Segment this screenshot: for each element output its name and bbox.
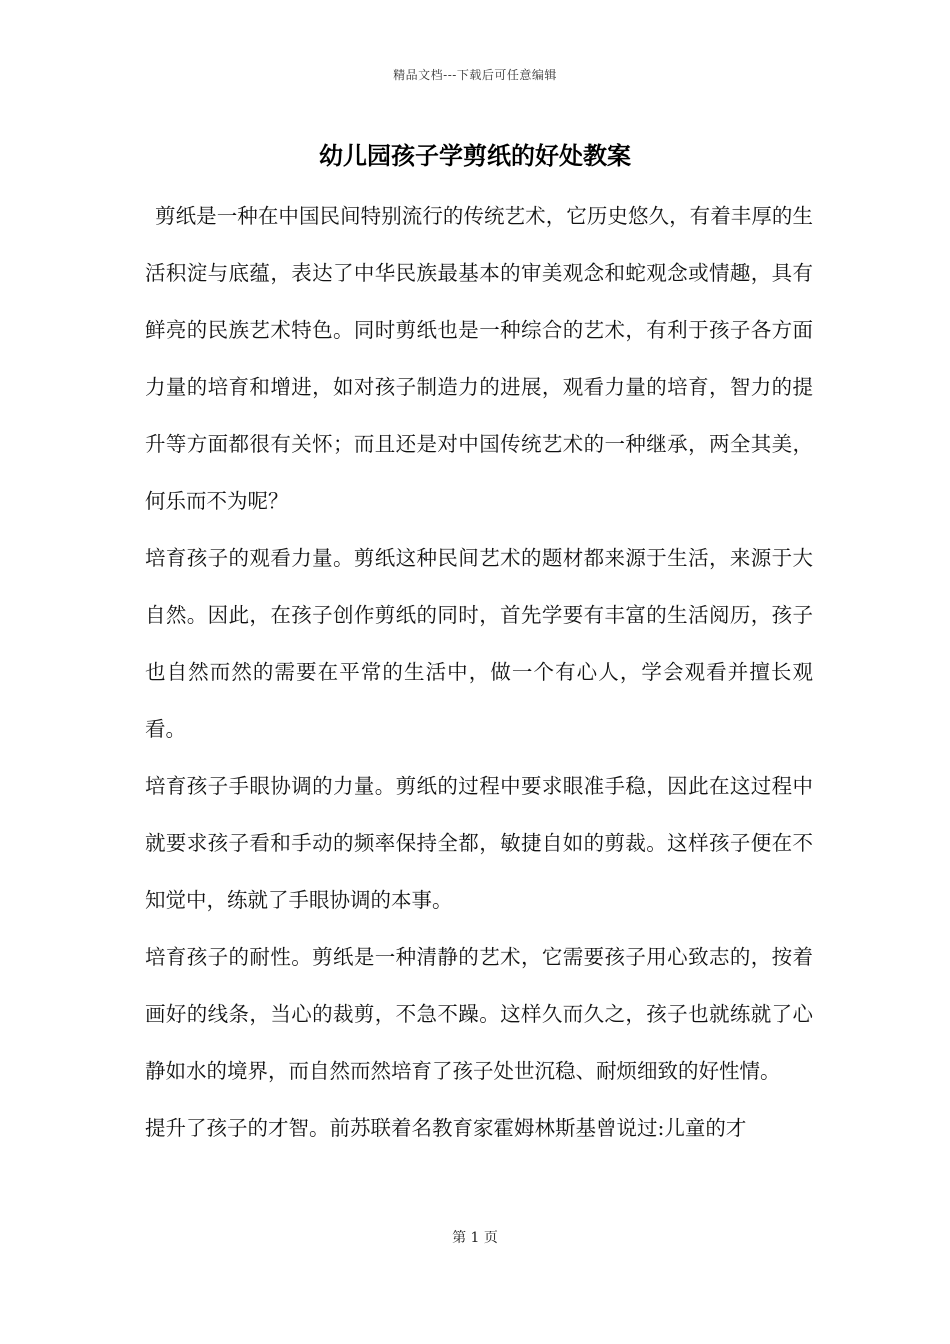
document-body <box>145 188 813 1157</box>
header-note: 精品文档---下载后可任意编辑 <box>393 68 557 82</box>
page-title: 幼儿园孩子学剪纸的好处教案 <box>319 141 631 170</box>
paragraph-observation: 培育孩子的观看力量。剪纸这种民间艺术的题材都来源于生活，来源于大自然。因此，在孩子创作剪纸的同时，首先学要有丰富的生活阅历，孩子也自然而然的需要在平常的生活中，做一个有心人，学会观看并擅长观看。 <box>145 546 813 741</box>
paragraph-intelligence: 提升了孩子的才智。前苏联着名教育家霍姆林斯基曾说过:儿童的才 <box>145 1116 747 1140</box>
paragraph-intro: 剪纸是一种在中国民间特别流行的传统艺术，它历史悠久，有着丰厚的生活积淀与底蕴，表达了中华民族最基本的审美观念和蛇观念或情趣，具有鲜亮的民族艺术特色。同时剪纸也是一种综合的艺术，有利于孩子各方面力量的培育和增进，如对孩子制造力的进展，观看力量的培育，智力的提升等方面都很有关怀；而且还是对中国传统艺术的一种继承，两全其美，何乐而不为呢？ <box>145 204 813 513</box>
page-number: 第 1 页 <box>452 1230 498 1246</box>
paragraph-patience: 培育孩子的耐性。剪纸是一种清静的艺术，它需要孩子用心致志的，按着画好的线条，当心的裁剪，不急不躁。这样久而久之，孩子也就练就了心静如水的境界，而自然而然培育了孩子处世沉稳、耐烦细致的好性情。 <box>145 945 813 1083</box>
paragraph-coordination: 培育孩子手眼协调的力量。剪纸的过程中要求眼准手稳，因此在这过程中就要求孩子看和手动的频率保持全都，敏捷自如的剪裁。这样孩子便在不知觉中，练就了手眼协调的本事。 <box>145 774 813 912</box>
